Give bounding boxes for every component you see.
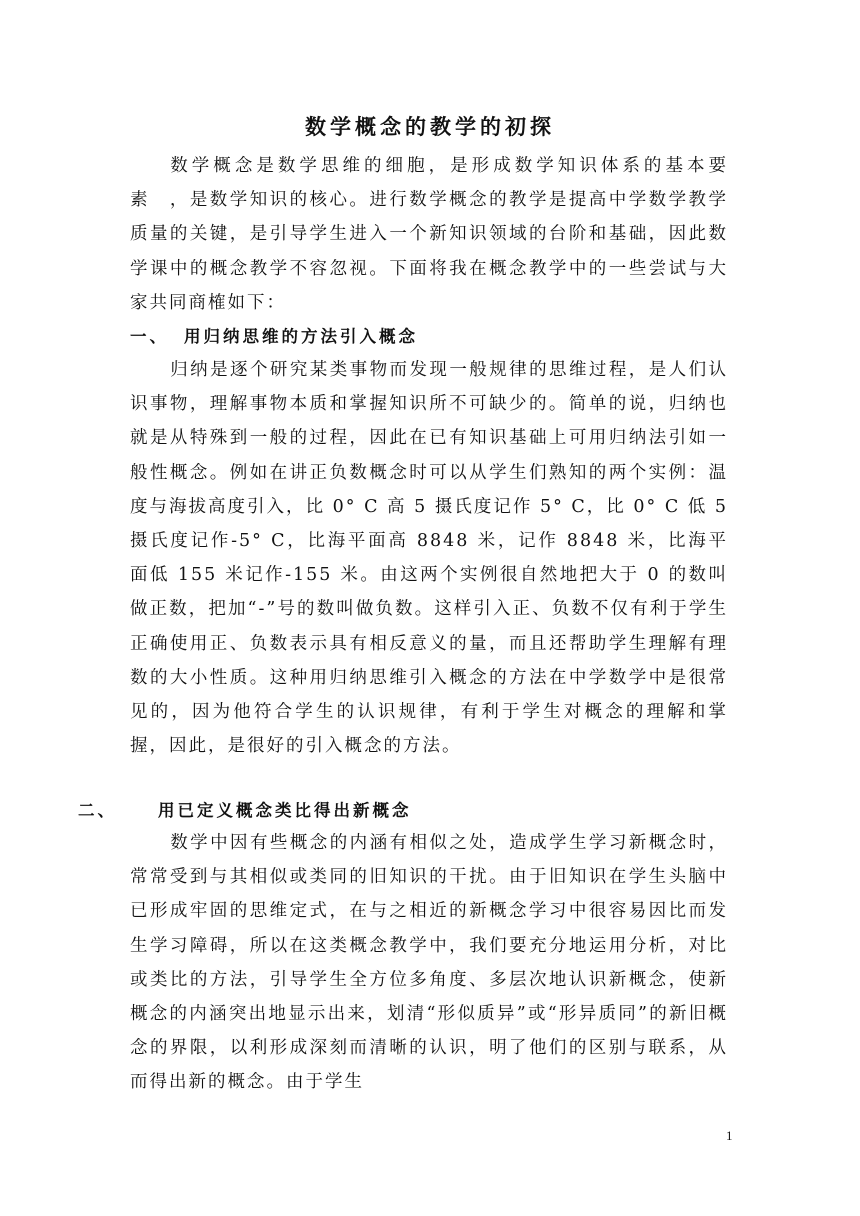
section-2-number: 二、	[78, 801, 117, 820]
page-number: 1	[726, 1128, 733, 1143]
section-1-number: 一、	[130, 327, 169, 346]
section-1-title: 用归纳思维的方法引入概念	[184, 327, 418, 346]
section-1-paragraph	[130, 353, 728, 763]
intro-paragraph	[130, 149, 728, 320]
intro-text: 数学概念是数学思维的细胞，是形成数学知识体系的基本要素 ，是数学知识的核心。进行数学概念的教学是提高中学数学教学质量的关键，是引导学生进入一个新知识领域的台阶和基础，因此数学课中的概念教学不容忽视。下面将我在概念教学中的一些尝试与大家共同商榷如下：	[130, 156, 728, 313]
document-title: 数学概念的教学的初探	[305, 115, 555, 139]
section-1-text: 归纳是逐个研究某类事物而发现一般规律的思维过程，是人们认识事物，理解事物本质和掌握知识所不可缺少的。简单的说，归纳也就是从特殊到一般的过程，因此在已有知识基础上可用归纳法引如一般性概念。例如在讲正负数概念时可以从学生们熟知的两个实例：温度与海拔高度引入，比 0° C 高 5 摄氏度记作 5° C，比 0° C 低 5 摄氏度记作-5° C，比海平面高 8848 米，记作 8848 米，比海平面低 155 米记作-155 米。由这两个实例很自然地把大于 0 的数叫做正数，把加“-”号的数叫做负数。这样引入正、负数不仅有利于学生正确使用正、负数表示具有相反意义的量，而且还帮助学生理解有理数的大小性质。这种用归纳思维引入概念的方法在中学数学中是很常见的，因为他符合学生的认识规律，有利于学生对概念的理解和掌握，因此，是很好的引入概念的方法。	[130, 360, 728, 757]
section-2-title: 用已定义概念类比得出新概念	[158, 801, 412, 820]
section-2-text: 数学中因有些概念的内涵有相似之处，造成学生学习新概念时，常常受到与其相似或类同的旧知识的干扰。由于旧知识在学生头脑中已形成牢固的思维定式，在与之相近的新概念学习中很容易因比而发生学习障碍，所以在这类概念教学中，我们要充分地运用分析，对比或类比的方法，引导学生全方位多角度、多层次地认识新概念，使新概念的内涵突出地显示出来，划清“形似质异”或“形异质同”的新旧概念的界限，以利形成深刻而清晰的认识，明了他们的区别与联系，从而得出新的概念。由于学生	[130, 833, 728, 1093]
section-2-heading	[78, 794, 412, 828]
section-1-heading	[130, 320, 418, 354]
section-2-paragraph	[130, 826, 728, 1100]
